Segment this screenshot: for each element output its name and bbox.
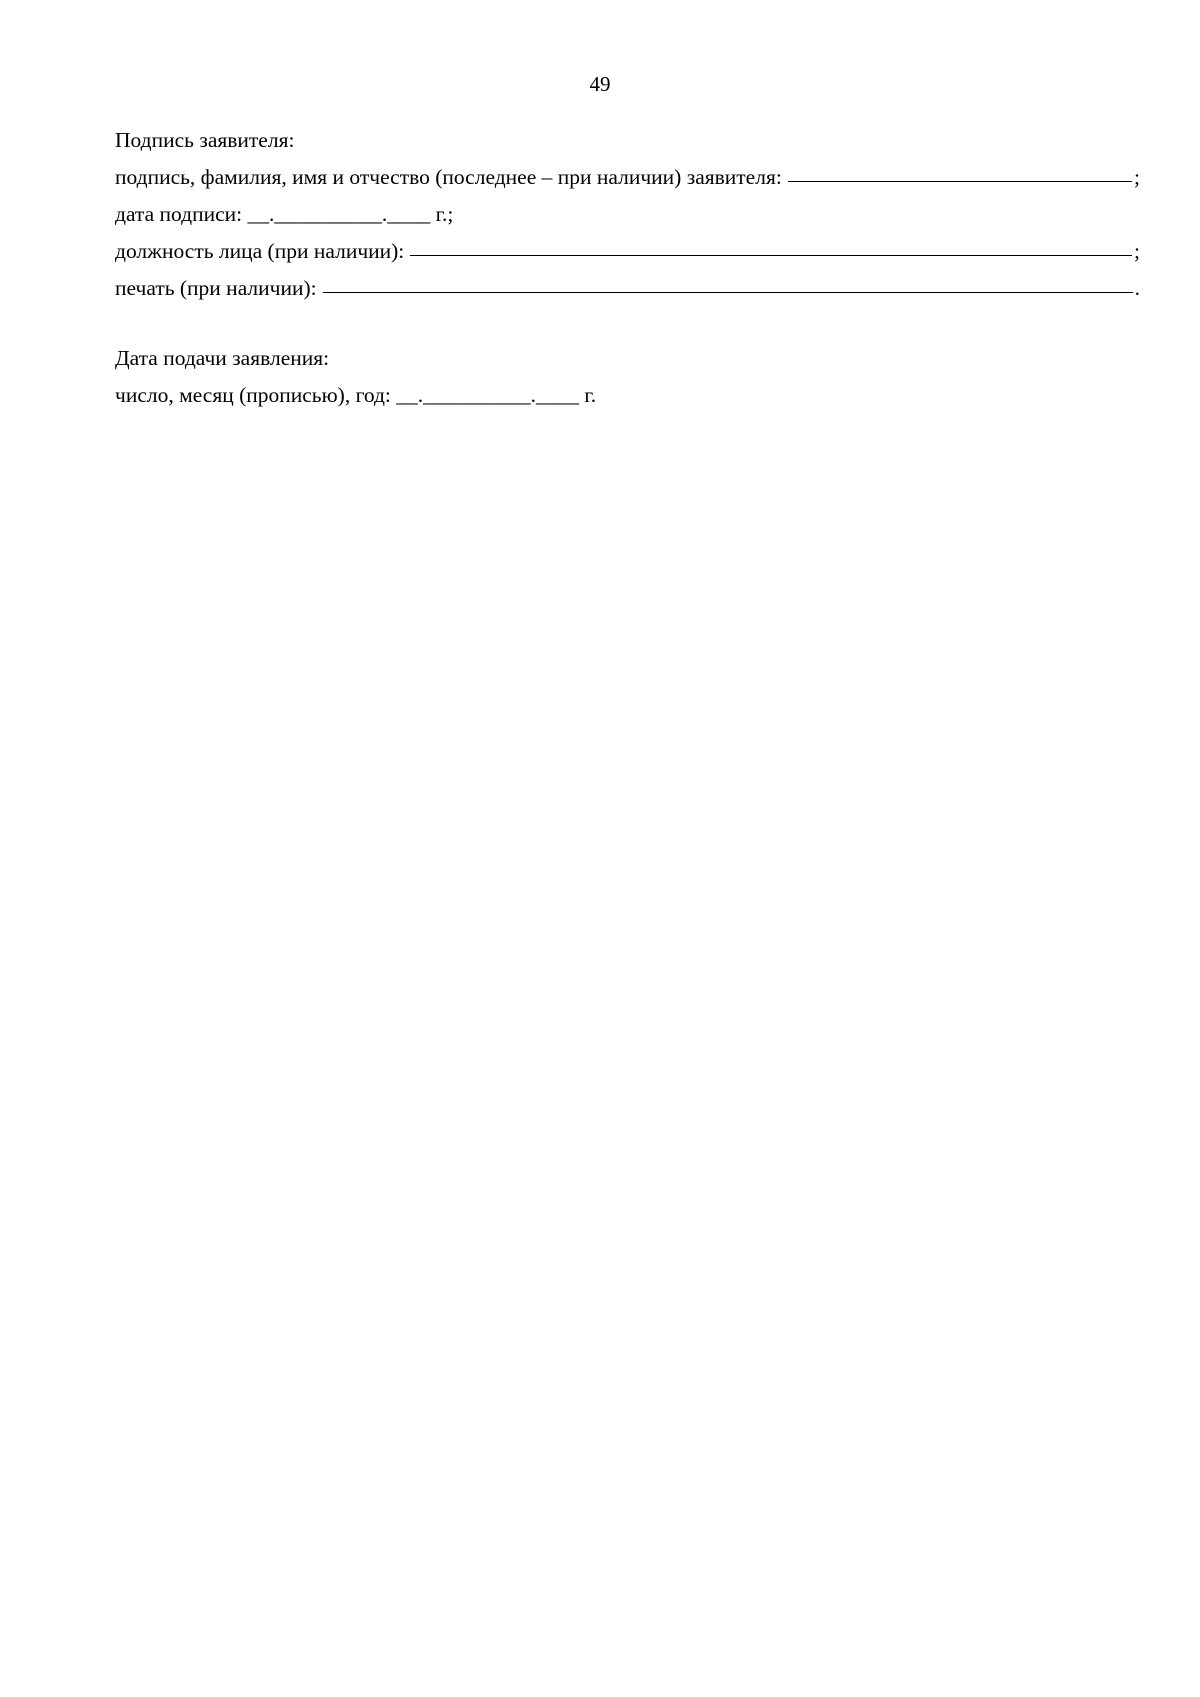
position-end: ; (1134, 239, 1140, 263)
signature-heading: Подпись заявителя: (115, 128, 295, 152)
signature-name-blank[interactable] (788, 181, 1132, 182)
position-blank[interactable] (410, 255, 1132, 256)
position-label: должность лица (при наличии): (115, 239, 405, 263)
seal-label: печать (при наличии): (115, 276, 317, 300)
submission-heading: Дата подачи заявления: (115, 346, 330, 370)
seal-line (115, 275, 1140, 301)
position-line (115, 238, 1140, 264)
seal-end: . (1134, 276, 1140, 300)
signature-name-line (115, 164, 1140, 190)
signature-name-label: подпись, фамилия, имя и отчество (последнее – при наличии) заявителя: (115, 165, 782, 189)
page-number: 49 (589, 72, 611, 96)
seal-blank[interactable] (323, 292, 1133, 293)
submission-date-line: число, месяц (прописью), год: __.__________.____ г. (115, 383, 597, 407)
signature-date-line: дата подписи: __.__________.____ г.; (115, 202, 454, 226)
signature-name-end: ; (1134, 165, 1140, 189)
